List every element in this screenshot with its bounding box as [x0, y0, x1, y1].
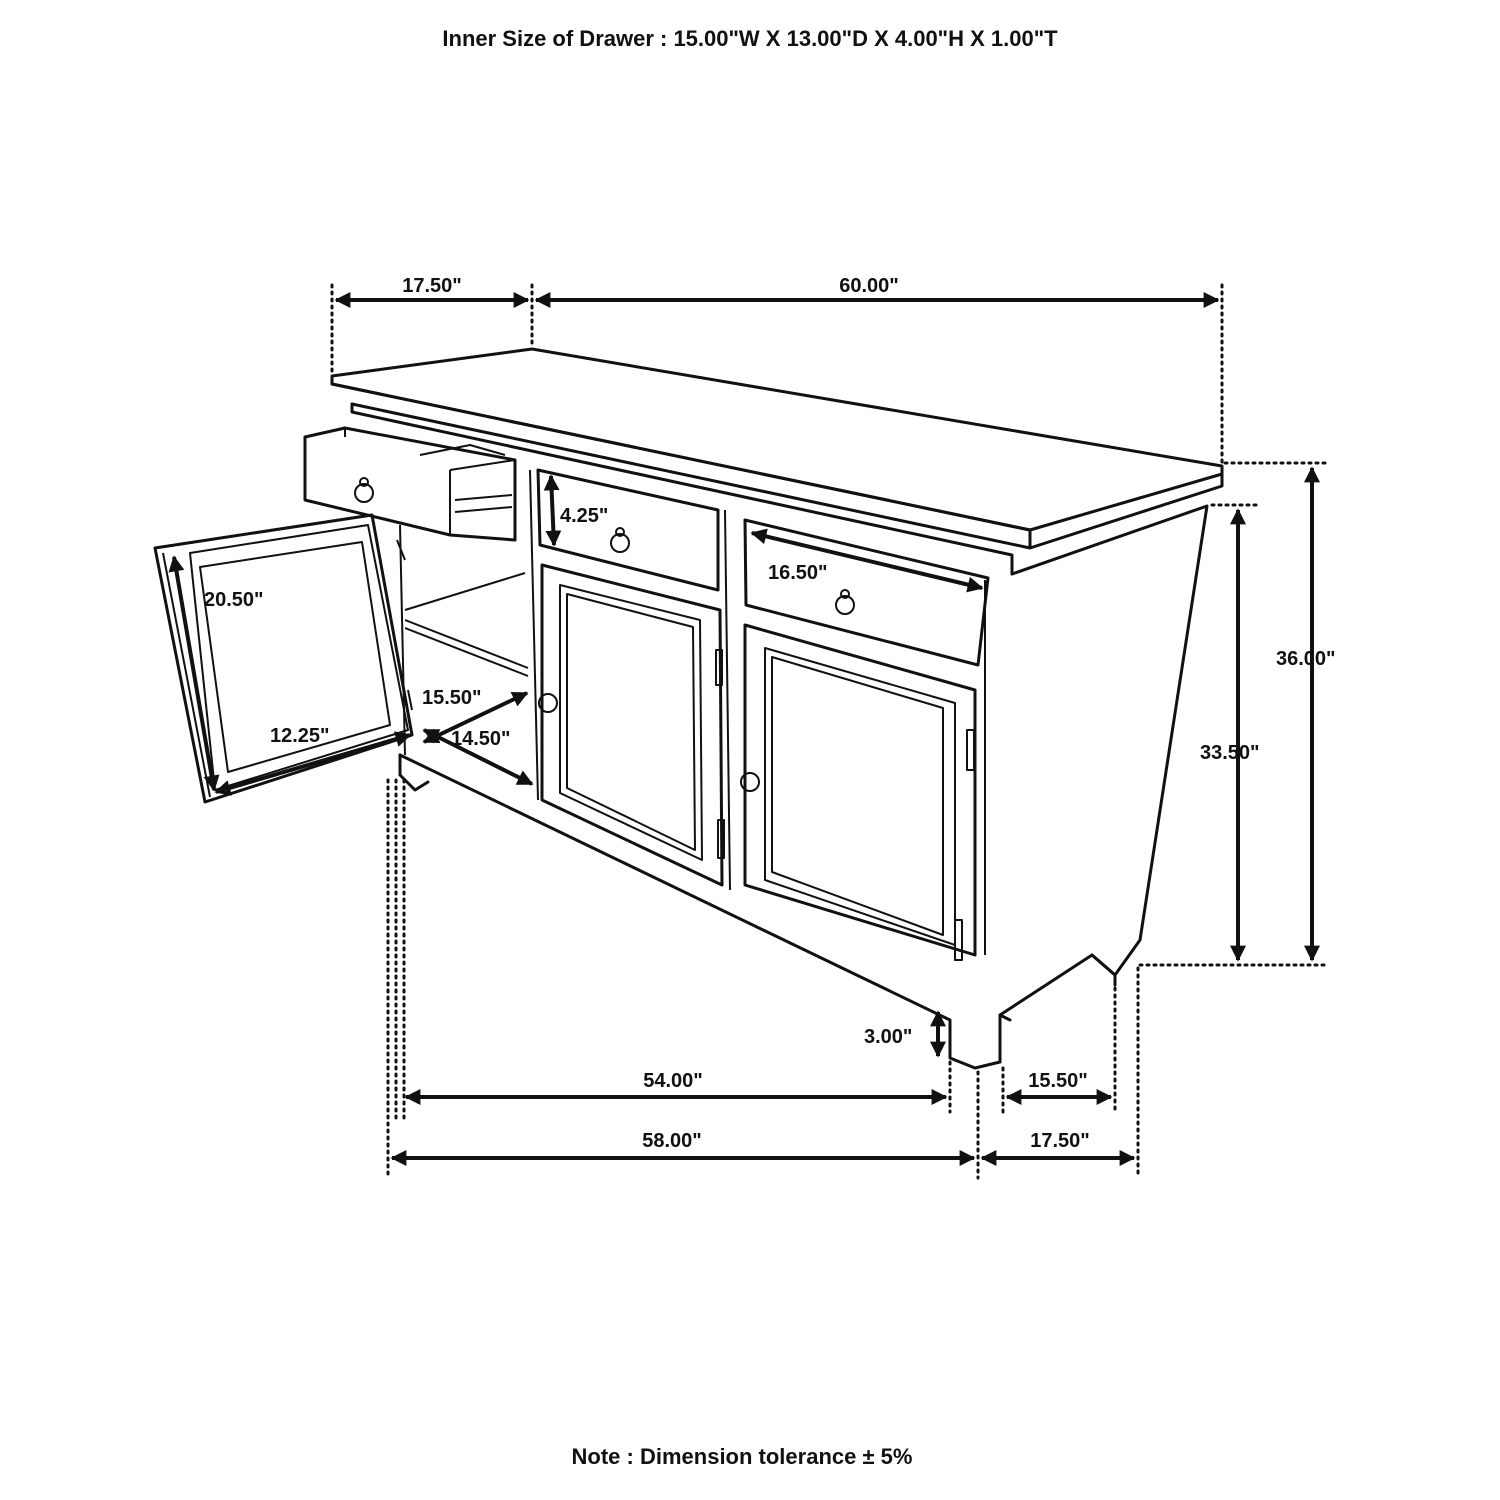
label-door-height: 20.50" [204, 589, 264, 611]
label-base-width: 58.00" [642, 1130, 702, 1152]
label-total-height: 36.00" [1276, 648, 1336, 670]
label-shelf-depth: 15.50" [422, 687, 482, 709]
label-leg-height: 3.00" [864, 1026, 913, 1048]
label-drawer-height: 4.25" [560, 505, 609, 527]
label-body-height: 33.50" [1200, 742, 1260, 764]
front-divider-mid [725, 510, 730, 890]
front-divider-left [530, 470, 538, 800]
interior-shelf [400, 525, 528, 755]
closed-drawers [538, 470, 988, 665]
tabletop-front-edge [332, 384, 1030, 548]
label-shelf-width: 14.50" [451, 728, 511, 750]
label-base-depth-inner: 15.50" [1028, 1070, 1088, 1092]
label-base-depth: 17.50" [1030, 1130, 1090, 1152]
open-door [155, 515, 412, 802]
label-door-width: 12.25" [270, 725, 330, 747]
right-side-panel [1000, 506, 1207, 1062]
right-leg [1000, 955, 1115, 1020]
label-base-width-inner: 54.00" [643, 1070, 703, 1092]
front-bottom-rail [400, 755, 1000, 1068]
front-doors [539, 565, 975, 960]
label-top-depth: 17.50" [402, 275, 462, 297]
arrow-drawer-height [551, 476, 554, 545]
drawer-inner-size-title: Inner Size of Drawer : 15.00"W X 13.00"D X 4.00"H X 1.00"T [442, 26, 1058, 51]
tolerance-note: Note : Dimension tolerance ± 5% [571, 1444, 913, 1469]
dimension-labels [204, 275, 1336, 1152]
open-drawer [305, 428, 515, 540]
label-drawer-width: 16.50" [768, 562, 828, 584]
label-top-width: 60.00" [839, 275, 899, 297]
